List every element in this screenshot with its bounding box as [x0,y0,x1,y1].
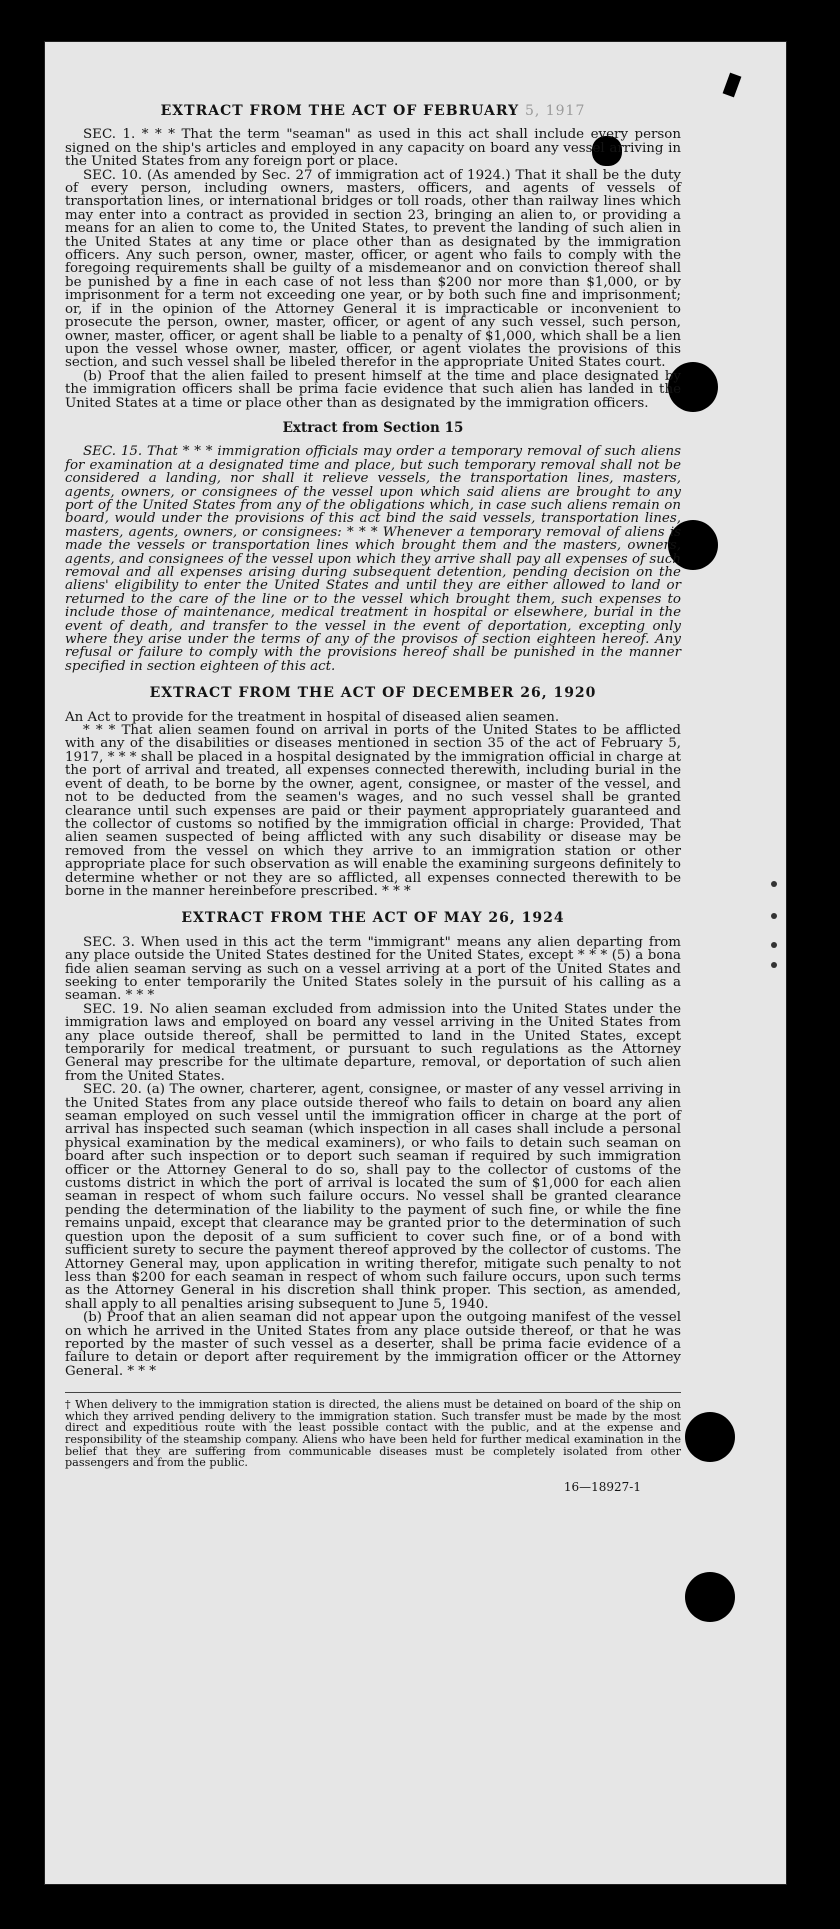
paragraph-sec15: SEC. 15. That * * * immigration officials may order a temporary removal of such aliens for examination at a designated time and place, but such temporary removal shall not be considered a landing, nor shall it relieve vessels, the transportation lines, masters, agents, owners, or consignees of the vessel upon which said aliens are brought to any port of the United States from any of the obligations which, in case such aliens remain on board, would under the provisions of this act bind the said vessels, transportation lines, masters, agents, owners, or consignees: * * * Whenever a temporary removal of aliens is made the vessels or transportation lines which brought them and the masters, owners, agents, and consignees of the vessel upon which they arrive shall pay all expenses of such removal and all expenses arising during subsequent detention, pending decision on the aliens' eligibility to enter the United States and until they are either allowed to land or returned to the care of the line or to the vessel which brought them, such expenses to include those of maintenance, medical treatment in hospital or elsewhere, burial in the event of death, and transfer to the vessel in the event of deportation, excepting only where they arise under the terms of any of the provisos of section eighteen hereof. Any refusal or failure to comply with the provisions hereof shall be punished in the manner specified in section eighteen of this act. [65,444,681,674]
heading-february-text: EXTRACT FROM THE ACT OF FEBRUARY [160,103,520,119]
punch-hole [685,1572,735,1622]
footnote: † When delivery to the immigration station is directed, the aliens must be detained on board of the ship on which they arrived pending delivery to the immigration station. Such transfer must be made by the most direct and expeditious route with the least possible contact with the public, and at the expense and responsibility of the steamship company. Aliens who have been held for further medical examination in the belief that they are suffering from communicable diseases must be completely isolated from other passengers and from the public. [65,1392,681,1469]
paragraph-december-body: * * * That alien seamen found on arrival in ports of the United States to be afflicted with any of the disabilities or diseases mentioned in section 35 of the act of February 5, 1917, * * * shall be placed in a hospital designated by the immigration official in charge at the port of arrival and treated, all expenses connected therewith, including burial in the event of death, to be borne by the owner, agent, consignee, or master of the vessel, and not to be deducted from the seamen's wages, and no such vessel shall be granted clearance until such expenses are paid or their payment appropriately guaranteed and the collector of customs so notified by the immigration official in charge: Provided, That alien seamen suspected of being afflicted with any such disability or disease may be removed from the vessel on which they arrive to an immigration station or other appropriate place for such observation as will enable the examining surgeons definitely to determine whether or not they are so afflicted, all expenses connected therewith to be borne in the manner hereinbefore prescribed. * * * [65,723,681,899]
paragraph-sec10: SEC. 10. (As amended by Sec. 27 of immigration act of 1924.) That it shall be the duty of every person, including owners, masters, officers, and agents of vessels of transportation lines, or international bridges or toll roads, other than railway lines which may enter into a contract as provided in section 23, bringing an alien to, or providing a means for an alien to come to, the United States, to prevent the landing of such alien in the United States at any time or place other than as designated by the immigration officers. Any such person, owner, master, officer, or agent who fails to comply with the foregoing requirements shall be guilty of a misdemeanor and on conviction thereof shall be punished by a fine in each case of not less than $200 nor more than $1,000, or by imprisonment for a term not exceeding one year, or by both such fine and imprisonment; or, if in the opinion of the Attorney General it is impracticable or inconvenient to prosecute the person, owner, master, officer, or agent of any such vessel, such person, owner, master, officer, or agent shall be liable to a penalty of $1,000, which shall be a lien upon the vessel whose owner, master, officer, or agent violates the provisions of this section, and such vessel shall be libeled therefor in the appropriate United States court. [65,167,681,371]
paragraph-may-sec3: SEC. 3. When used in this act the term "immigrant" means any alien departing from any place outside the United States destined for the United States, except * * * (5) a bona fide alien seaman serving as such on a vessel arriving at a port of the United States and seeking to enter temporarily the United States solely in the pursuit of his calling as a seaman. * * * [65,934,681,1004]
paragraph-may-sec20b: (b) Proof that an alien seaman did not appear upon the outgoing manifest of the vessel on which he arrived in the United States from any place outside thereof, or that he was reported by the master of such vessel as a deserter, shall be prima facie evidence of a failure to detain or deport after requirement by the immigration officer or the Attorney General. * * * [65,1310,681,1379]
speck [771,881,777,887]
paragraph-may-sec19: SEC. 19. No alien seaman excluded from admission into the United States under the immigration laws and employed on board any vessel arriving in the United States from any place outside thereof, shall be permitted to land in the United States, except temporarily for medical treatment, or pursuant to such regulations as the Attorney General may prescribe for the ultimate departure, removal, or deportation of such alien from the United States. [65,1001,681,1084]
speck [771,913,777,919]
document-number: 16—18927-1 [563,1479,641,1494]
heading-act-december: EXTRACT FROM THE ACT OF DECEMBER 26, 1920 [149,685,597,702]
paragraph-sec1: SEC. 1. * * * That the term "seaman" as used in this act shall include every person signed on the ship's articles and employed in any capacity on board any vessel arriving in the United States from any foreign port or place. [65,127,681,170]
heading-act-may: EXTRACT FROM THE ACT OF MAY 26, 1924 [181,910,565,927]
paragraph-december-title: An Act to provide for the treatment in hospital of diseased alien seamen. [65,709,560,725]
speck [771,962,777,968]
speck [771,942,777,948]
heading-february-tail: 5, 1917 [524,103,586,119]
paragraph-may-sec20a: SEC. 20. (a) The owner, charterer, agent, consignee, or master of any vessel arriving in the United States from any place outside thereof who fails to detain on board any alien seaman employed on such vessel until the immigration officer in charge at the port of arrival has inspected such seaman (which inspection in all cases shall include a personal physical examination by the medical examiners), or who fails to detain such seaman on board after such inspection or to deport such seaman if required by such immigration officer or the Attorney General to do so, shall pay to the collector of customs of the customs district in which the port of arrival is located the sum of $1,000 for each alien seaman in respect of whom such failure occurs. No vessel shall be granted clearance pending the determination of the liability to the payment of such fine, or while the fine remains unpaid, except that clearance may be granted prior to the determination of such question upon the deposit of a sum sufficient to cover such fine, or of a bond with sufficient surety to secure the payment thereof approved by the collector of customs. The Attorney General may, upon application in writing therefor, mitigate such penalty to not less than $200 for each seaman in respect of whom such failure occurs, upon such terms as the Attorney General in his discretion shall think proper. This section, as amended, shall apply to all penalties arising subsequent to June 5, 1940. [65,1082,681,1312]
document-body [65,105,681,1494]
punch-hole [685,1412,735,1462]
heading-section-15: Extract from Section 15 [282,419,464,436]
paragraph-sec10b: (b) Proof that the alien failed to present himself at the time and place designated by the immigration officers shall be prima facie evidence that such alien has landed in the United States at a time or place other than as designated by the immigration officers. [65,368,681,411]
heading-act-february [65,105,681,118]
